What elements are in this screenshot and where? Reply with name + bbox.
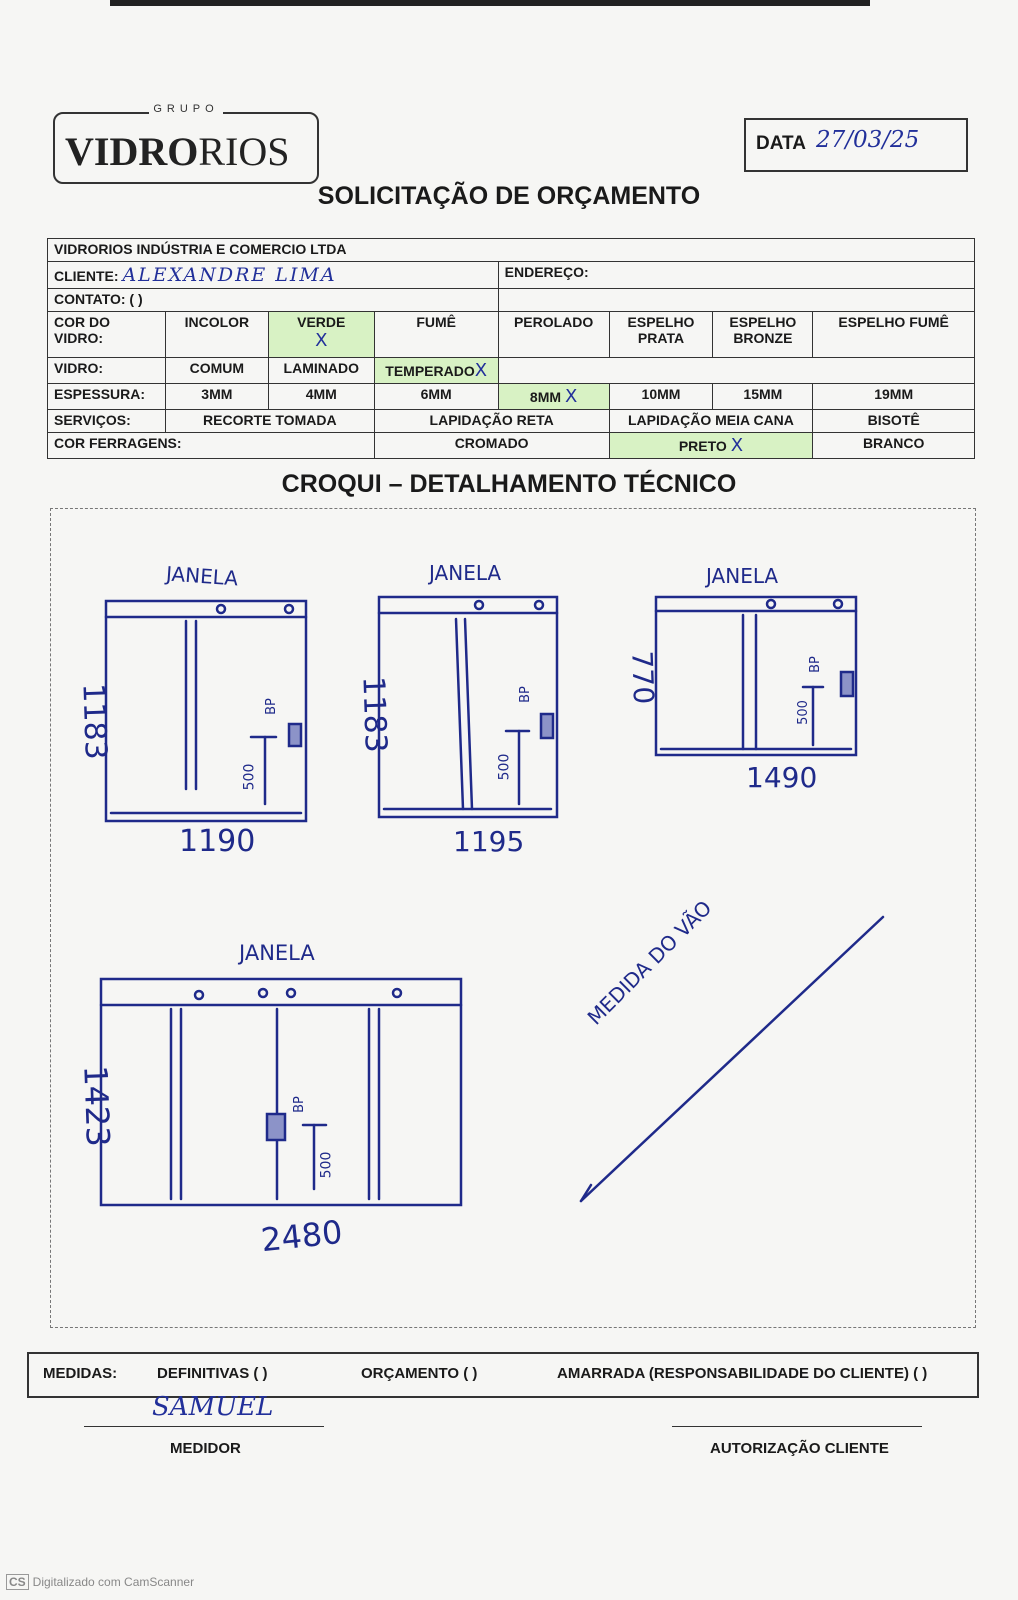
client-auth-label: AUTORIZAÇÃO CLIENTE xyxy=(710,1440,889,1457)
logo-bold-text: VIDRO xyxy=(65,129,199,174)
diagonal-measure-note: MEDIDA DO VÃO xyxy=(582,895,717,1030)
hardware-preto-label: PRETO xyxy=(678,438,727,454)
contact-empty-cell xyxy=(498,289,974,312)
window-2-frame xyxy=(379,597,557,817)
color-option-espelho-prata: ESPELHO PRATA xyxy=(609,312,713,358)
hardware-preto xyxy=(609,433,813,459)
hardware-branco: BRANCO xyxy=(813,433,975,459)
window-4-mark-a: BP xyxy=(291,1096,307,1113)
camscanner-icon: CS xyxy=(6,1574,29,1590)
window-2-mark-b: 500 xyxy=(496,753,513,781)
measurer-signature: SAMUEL xyxy=(152,1392,274,1422)
window-2-width: 1195 xyxy=(453,825,525,858)
window-4-height: 1423 xyxy=(76,1064,118,1148)
glass-type-temperado xyxy=(374,358,498,384)
order-form-table xyxy=(47,238,975,459)
measures-budget: ORÇAMENTO ( ) xyxy=(361,1365,478,1382)
window-4-mark-b: 500 xyxy=(318,1151,335,1179)
address-label: ENDEREÇO: xyxy=(498,262,974,289)
top-edge-bar xyxy=(110,0,870,6)
window-4-frame xyxy=(101,979,461,1205)
service-recorte-tomada: RECORTE TOMADA xyxy=(165,410,374,433)
thickness-4mm: 4MM xyxy=(268,384,374,410)
thickness-10mm: 10MM xyxy=(609,384,713,410)
color-option-espelho-fume: ESPELHO FUMÊ xyxy=(813,312,975,358)
glass-type-laminado: LAMINADO xyxy=(268,358,374,384)
logo-grupo-text: GRUPO xyxy=(149,103,222,115)
company-name: VIDRORIOS INDÚSTRIA E COMERCIO LTDA xyxy=(48,239,975,262)
client-label: CLIENTE: xyxy=(54,268,119,284)
sketch-area xyxy=(50,508,976,1328)
measures-label: MEDIDAS: xyxy=(43,1365,118,1382)
color-option-verde-label: VERDE xyxy=(297,314,346,330)
color-option-perolado: PEROLADO xyxy=(498,312,609,358)
measurer-label: MEDIDOR xyxy=(170,1440,241,1457)
service-lapidacao-meia-cana: LAPIDAÇÃO MEIA CANA xyxy=(609,410,813,433)
verde-mark: X xyxy=(315,330,328,351)
color-option-espelho-bronze: ESPELHO BRONZE xyxy=(713,312,813,358)
window-1-mark-a: BP xyxy=(263,698,279,715)
client-signature-line xyxy=(672,1426,922,1427)
window-3-width: 1490 xyxy=(746,761,818,794)
scanner-text: Digitalizado com CamScanner xyxy=(32,1575,195,1589)
window-1-mark-b: 500 xyxy=(241,763,258,791)
thickness-8mm xyxy=(498,384,609,410)
diagonal-measure-line xyxy=(581,917,883,1201)
glass-type-temperado-label: TEMPERADO xyxy=(385,363,475,379)
window-1-width: 1190 xyxy=(179,824,256,859)
window-1-label: JANELA xyxy=(165,561,239,591)
color-option-fume: FUMÊ xyxy=(374,312,498,358)
color-option-verde xyxy=(268,312,374,358)
window-3-mark-a: BP xyxy=(807,656,823,673)
glass-label: VIDRO: xyxy=(48,358,166,384)
service-bisote: BISOTÊ xyxy=(813,410,975,433)
window-3-mark-b: 500 xyxy=(795,700,811,725)
vidrorios-logo xyxy=(53,103,319,184)
date-box xyxy=(744,118,968,172)
glass-type-comum: COMUM xyxy=(165,358,268,384)
window-2-height: 1183 xyxy=(355,675,394,754)
color-option-incolor: INCOLOR xyxy=(165,312,268,358)
window-1-height: 1183 xyxy=(75,682,114,761)
thickness-15mm: 15MM xyxy=(713,384,813,410)
service-lapidacao-reta: LAPIDAÇÃO RETA xyxy=(374,410,609,433)
thickness-6mm: 6MM xyxy=(374,384,498,410)
window-2-mark-a: BP xyxy=(517,686,533,703)
window-3-height: 770 xyxy=(625,650,661,705)
thickness-label: ESPESSURA: xyxy=(48,384,166,410)
logo-light-text: RIOS xyxy=(198,129,290,174)
window-4-width: 2480 xyxy=(259,1212,345,1260)
hardware-label: COR FERRAGENS: xyxy=(48,433,375,459)
date-label: DATA xyxy=(756,133,806,154)
client-value: ALEXANDRE LIMA xyxy=(122,264,337,286)
contact-label: CONTATO: ( ) xyxy=(48,289,499,312)
services-label: SERVIÇOS: xyxy=(48,410,166,433)
window-2-label: JANELA xyxy=(429,561,502,585)
glass-type-empty-cell xyxy=(498,358,974,384)
temperado-mark: X xyxy=(474,360,488,381)
sketch-title: CROQUI – DETALHAMENTO TÉCNICO xyxy=(281,470,737,498)
hardware-cromado: CROMADO xyxy=(374,433,609,459)
window-3-frame xyxy=(656,597,856,755)
thickness-19mm: 19MM xyxy=(813,384,975,410)
thickness-8mm-mark: X xyxy=(564,386,578,407)
measures-tied: AMARRADA (RESPONSABILIDADE DO CLIENTE) ( ) xyxy=(557,1365,928,1382)
page-title: SOLICITAÇÃO DE ORÇAMENTO xyxy=(317,182,701,210)
measures-definitive: DEFINITIVAS ( ) xyxy=(157,1365,268,1382)
client-cell xyxy=(48,262,499,289)
scanner-watermark xyxy=(6,1574,194,1590)
glass-color-label: COR DO VIDRO: xyxy=(48,312,166,358)
hardware-preto-mark: X xyxy=(730,435,744,456)
window-3-label: JANELA xyxy=(706,564,779,588)
measurer-signature-line xyxy=(84,1426,324,1427)
date-value: 27/03/25 xyxy=(816,127,920,153)
thickness-8mm-label: 8MM xyxy=(529,389,562,405)
sketch-drawing xyxy=(51,509,975,1327)
window-4-label: JANELA xyxy=(239,941,315,965)
thickness-3mm: 3MM xyxy=(165,384,268,410)
